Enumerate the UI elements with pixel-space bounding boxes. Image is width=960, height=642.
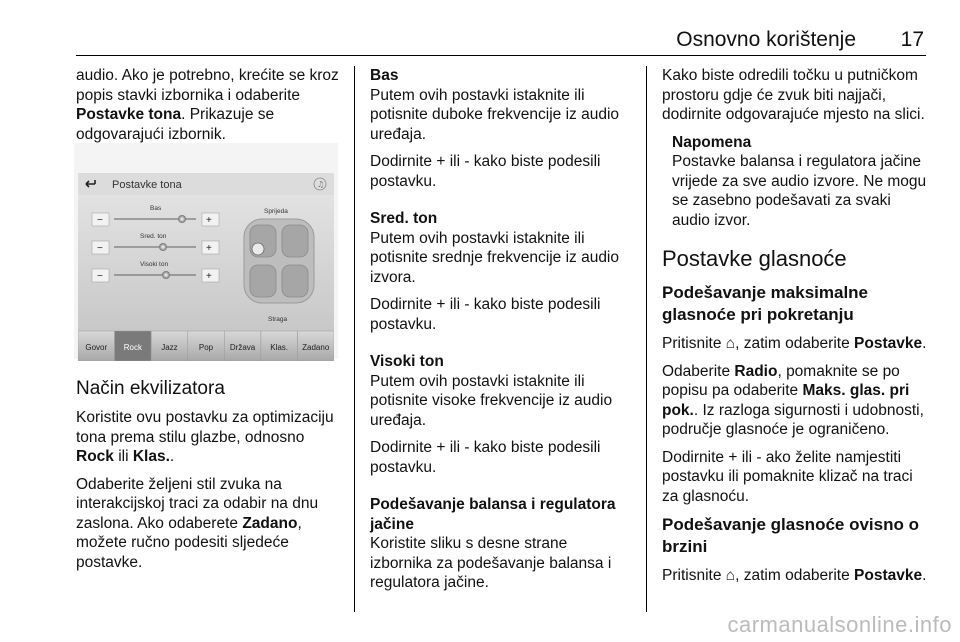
preset-label: Jazz bbox=[161, 343, 178, 352]
max-volume-paragraph-1: Pritisnite ⌂, zatim odaberite Postavke. bbox=[662, 335, 927, 352]
bass-label: Bas bbox=[150, 205, 162, 212]
bass-instruction: Dodirnite + ili - kako biste podesili postavku. bbox=[370, 153, 601, 190]
column-1-lower bbox=[76, 368, 344, 580]
column-divider-1 bbox=[354, 66, 355, 612]
rear-label: Straga bbox=[268, 316, 288, 323]
equalizer-paragraph-1: Koristite ovu postavku za optimizaciju tona prema stilu glazbe, odnosno Rock ili Klas.. bbox=[76, 409, 334, 465]
bass-heading: Bas bbox=[370, 67, 399, 84]
treble-heading: Visoki ton bbox=[370, 353, 444, 370]
column-divider-2 bbox=[646, 66, 647, 612]
speed-volume-paragraph: Pritisnite ⌂, zatim odaberite Postavke. bbox=[662, 567, 927, 584]
front-label: Sprijeda bbox=[264, 208, 288, 215]
treble-instruction: Dodirnite + ili - kako biste podesili postavku. bbox=[370, 439, 601, 476]
svg-text:−: − bbox=[97, 215, 103, 226]
max-volume-paragraph-2: Odaberite Radio, pomaknite se po popisu pa odaberite Maks. glas. pri pok.. Iz razloga sigurnosti i udobnosti, područje glasnoće je ograničeno. bbox=[662, 362, 924, 438]
balance-heading: Podešavanje balansa i regulatora jačine bbox=[370, 496, 616, 533]
preset-label: Rock bbox=[123, 343, 142, 352]
home-icon: ⌂ bbox=[725, 567, 736, 584]
treble-slider-knob[interactable] bbox=[162, 271, 170, 279]
balance-fader-area[interactable] bbox=[244, 219, 314, 303]
max-startup-volume-heading: Podešavanje maksimalne glasnoće pri pokretanju bbox=[662, 283, 869, 324]
treble-label: Visoki ton bbox=[140, 261, 169, 268]
volume-settings-heading: Postavke glasnoće bbox=[662, 246, 847, 271]
speed-volume-heading: Podešavanje glasnoće ovisno o brzini bbox=[662, 515, 919, 556]
column-2 bbox=[370, 66, 632, 601]
bass-paragraph: Putem ovih postavki istaknite ili potisnite duboke frekvencije iz audio uređaja. bbox=[370, 86, 620, 143]
page-number: 17 bbox=[900, 28, 924, 51]
preset-label: Klas. bbox=[270, 343, 289, 352]
balance-position-indicator[interactable] bbox=[252, 243, 264, 255]
note-text: Postavke balansa i regulatora jačine vrijede za sve audio izvore. Ne mogu se zasebno podešavati za svaki audio izvor. bbox=[672, 153, 927, 229]
home-icon: ⌂ bbox=[725, 335, 736, 352]
equalizer-heading: Način ekvilizatora bbox=[76, 378, 225, 399]
preset-label: Zadano bbox=[302, 343, 330, 352]
tone-settings-screenshot bbox=[74, 143, 338, 359]
svg-text:♫: ♫ bbox=[317, 180, 325, 189]
intro-paragraph: audio. Ako je potrebno, krećite se kroz popis stavki izbornika i odaberite Postavke tona. Prikazuje se odgovarajući izbornik. bbox=[76, 67, 339, 143]
bass-slider-knob[interactable] bbox=[178, 215, 186, 223]
svg-text:+: + bbox=[206, 271, 212, 282]
header-divider bbox=[76, 55, 926, 56]
svg-text:+: + bbox=[206, 243, 212, 254]
mid-instruction: Dodirnite + ili - kako biste podesili postavku. bbox=[370, 296, 601, 333]
mid-label: Sred. ton bbox=[140, 233, 167, 240]
mid-paragraph: Putem ovih postavki istaknite ili potisnite srednje frekvencije iz audio izvora. bbox=[370, 229, 619, 286]
equalizer-paragraph-2: Odaberite željeni stil zvuka na interakcijskoj traci za odabir na dnu zaslona. Ako odaberete Zadano, možete ručno podesiti sljedeće postavke. bbox=[76, 475, 319, 571]
preset-label: Govor bbox=[85, 343, 108, 352]
watermark: carmanualsonline.info bbox=[727, 612, 952, 637]
svg-text:−: − bbox=[97, 243, 103, 254]
treble-paragraph: Putem ovih postavki istaknite ili potisnite visoke frekvencije iz audio uređaja. bbox=[370, 372, 613, 429]
preset-button-1[interactable] bbox=[115, 331, 152, 361]
balance-instruction: Kako biste odredili točku u putničkom prostoru gdje će zvuk biti najjači, dodirnite odgovarajuće mjesto na slici. bbox=[662, 67, 925, 123]
balance-paragraph: Koristite sliku s desne strane izbornika za podešavanje balansa i regulatora jačine. bbox=[370, 535, 612, 591]
column-3 bbox=[662, 66, 932, 594]
svg-text:+: + bbox=[206, 215, 212, 226]
tone-settings-screen bbox=[78, 173, 334, 361]
note-block bbox=[672, 133, 932, 231]
preset-label: Pop bbox=[198, 343, 214, 352]
page-header bbox=[76, 28, 926, 56]
preset-label: Država bbox=[229, 343, 256, 352]
screen-title: Postavke tona bbox=[112, 179, 182, 191]
note-heading: Napomena bbox=[672, 133, 752, 151]
svg-text:−: − bbox=[97, 271, 103, 282]
mid-heading: Sred. ton bbox=[370, 210, 438, 227]
column-1 bbox=[76, 66, 344, 152]
mid-slider-knob[interactable] bbox=[159, 243, 167, 251]
max-volume-paragraph-3: Dodirnite + ili - ako želite namjestiti postavku ili pomaknite klizač na traci za glasnoću. bbox=[662, 448, 913, 505]
page-title: Osnovno korištenje bbox=[676, 28, 856, 51]
